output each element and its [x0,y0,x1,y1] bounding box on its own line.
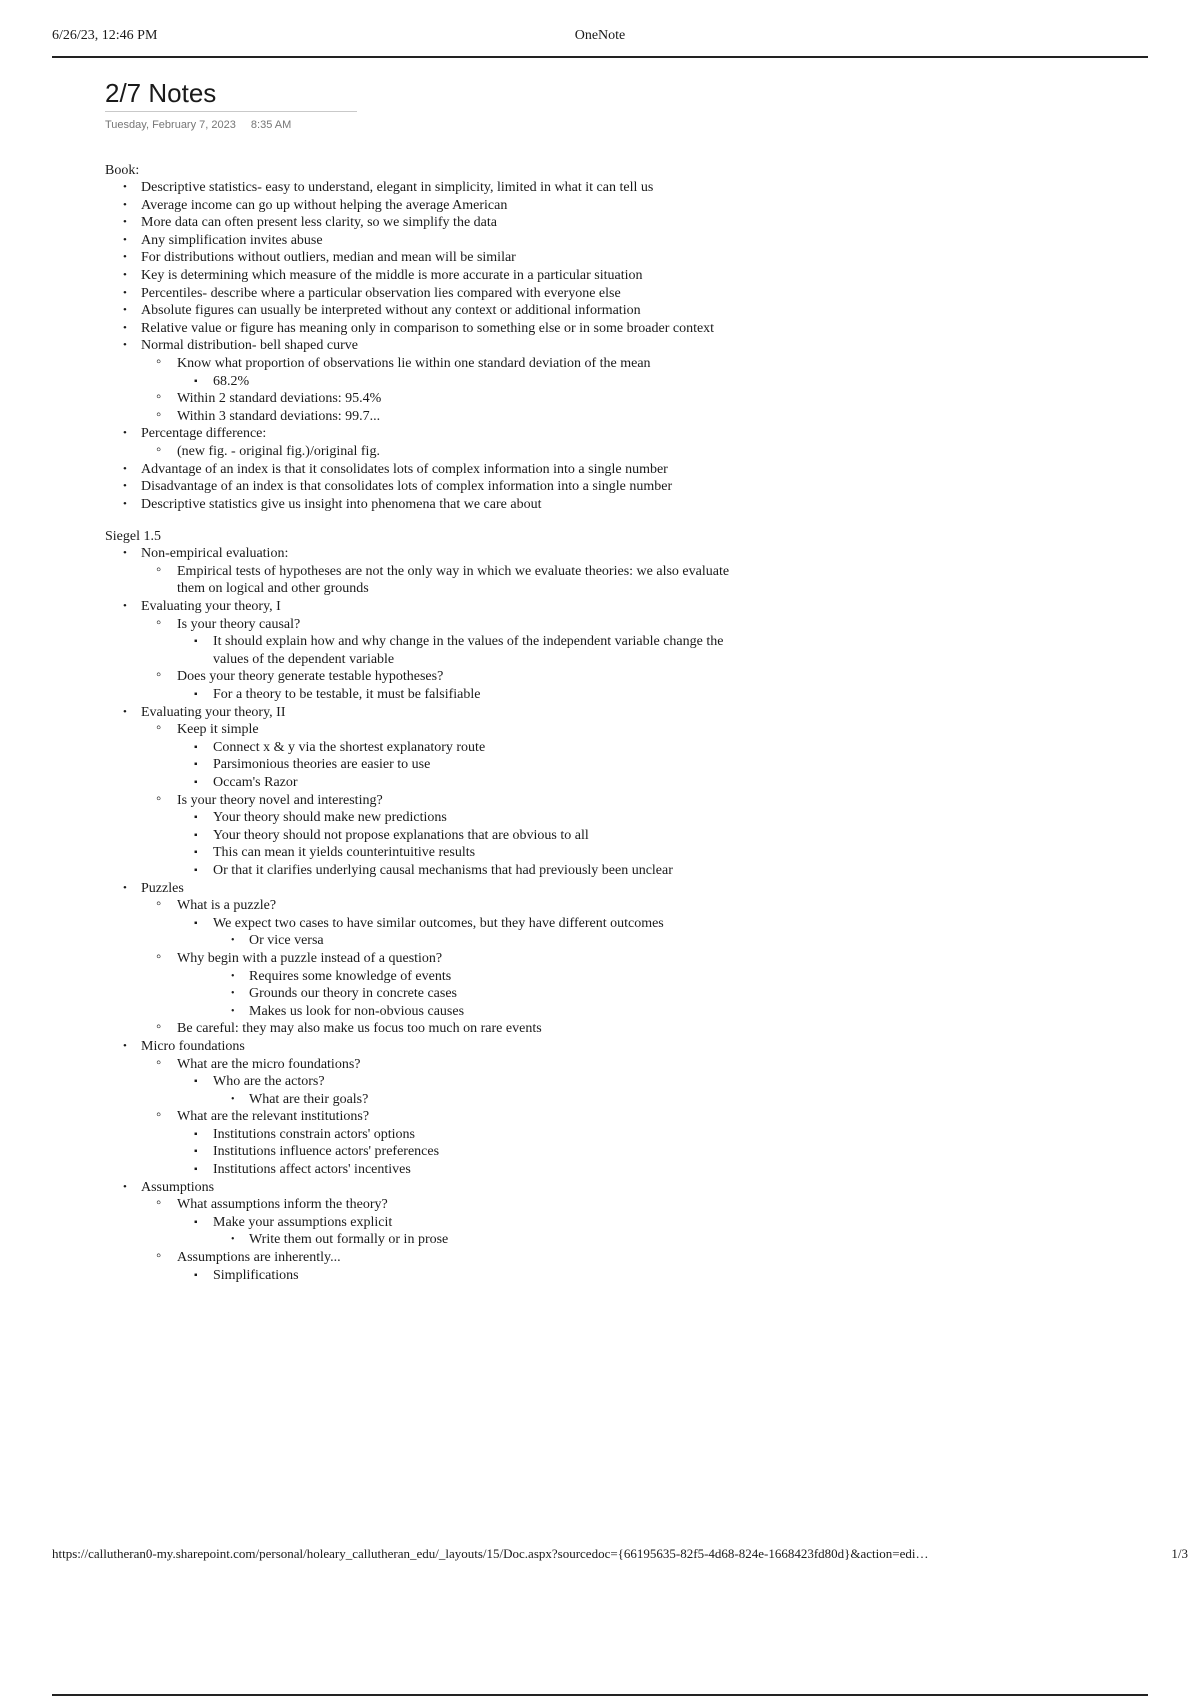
list-item: • Or vice versa [213,932,745,950]
page-number: 1/3 [1171,1546,1188,1561]
list-item: • Disadvantage of an index is that consolidates lots of complex information into a single number [105,478,745,496]
list-item: • For distributions without outliers, median and mean will be similar [105,249,745,267]
page-title: 2/7 Notes [105,78,357,112]
list-item: ▪ Your theory should make new predictions [177,809,745,827]
list-item: • Relative value or figure has meaning only in comparison to something else or in some broader context [105,320,745,338]
list-item: ◦ Be careful: they may also make us focus too much on rare events [141,1020,745,1038]
list-item: ◦ Keep it simple ▪ Connect x & y via the shortest explanatory route ▪ Parsimonious theories are easier to use ▪ Occam's Razor [141,721,745,791]
list-item: ◦ Assumptions are inherently... ▪ Simplifications [141,1249,745,1284]
list-item: ▪ Or that it clarifies underlying causal mechanisms that had previously been unclear [177,862,745,880]
list-item: ▪ 68.2% [177,373,745,391]
list-item: • Normal distribution- bell shaped curve ◦ Know what proportion of observations lie within one standard deviation of the mean ▪ 68.2% ◦ Within 2 standard deviations: 95.4% ◦ Within 3 standard deviations: 99.7... [105,337,745,425]
list-item: • Descriptive statistics give us insight into phenomena that we care about [105,496,745,514]
list-item: • More data can often present less clarity, so we simplify the data [105,214,745,232]
list-item: • Percentiles- describe where a particular observation lies compared with everyone else [105,285,745,303]
list-item: ▪ Parsimonious theories are easier to use [177,756,745,774]
print-header [52,26,1148,58]
section-heading-siegel: Siegel 1.5 [105,529,161,545]
list-item: • Evaluating your theory, II ◦ Keep it simple ▪ Connect x & y via the shortest explanatory route ▪ Parsimonious theories are easier to use ▪ Occam's Razor ◦ Is your theory novel and interesting? ▪ Your theory should make new predictions ▪ Your theory should not propose explanations that are obvious to all ▪ This can mean it yields counterintuitive results ▪ Or that it clarifies underlying causal mechanisms that had previously been unclear [105,704,745,880]
list-item: • Makes us look for non-obvious causes [213,1003,745,1021]
page-url: https://callutheran0-my.sharepoint.com/personal/holeary_callutheran_edu/_layouts/15/Doc.aspx?sourcedoc={66195635-82f5-4d68-824e-1668423fd80d}&action=edi… [52,1546,929,1561]
list-item: ▪ Make your assumptions explicit • Write them out formally or in prose [177,1214,745,1249]
list-item: ◦ (new fig. - original fig.)/original fig. [141,443,745,461]
list-item: ◦ What are the relevant institutions? ▪ Institutions constrain actors' options ▪ Institutions influence actors' preferences ▪ Institutions affect actors' incentives [141,1108,745,1178]
list-item: • Evaluating your theory, I ◦ Is your theory causal? ▪ It should explain how and why change in the values of the independent variable change the values of the dependent variable ◦ Does your theory generate testable hypotheses? ▪ For a theory to be testable, it must be falsifiable [105,598,745,704]
list-item: ◦ Within 2 standard deviations: 95.4% [141,390,745,408]
list-item: ▪ Institutions influence actors' preferences [177,1143,745,1161]
list-item: ◦ Is your theory causal? ▪ It should explain how and why change in the values of the independent variable change the values of the dependent variable [141,616,745,669]
note-date: Tuesday, February 7, 2023 [105,119,236,131]
list-item: ▪ Institutions constrain actors' options [177,1126,745,1144]
list-item: ▪ Institutions affect actors' incentives [177,1161,745,1179]
list-item: ◦ What are the micro foundations? ▪ Who are the actors? • What are their goals? [141,1056,745,1109]
list-item: ◦ Is your theory novel and interesting? ▪ Your theory should make new predictions ▪ Your theory should not propose explanations that are obvious to all ▪ This can mean it yields counterintuitive results ▪ Or that it clarifies underlying causal mechanisms that had previously been unclear [141,792,745,880]
print-app-name: OneNote [574,28,626,43]
list-item: • Write them out formally or in prose [213,1231,745,1249]
list-item: ▪ Who are the actors? • What are their goals? [177,1073,745,1108]
list-item: • What are their goals? [213,1091,745,1109]
list-item: • Grounds our theory in concrete cases [213,985,745,1003]
list-item: ◦ Know what proportion of observations lie within one standard deviation of the mean ▪ 68.2% [141,355,745,390]
list-item: • Descriptive statistics- easy to understand, elegant in simplicity, limited in what it can tell us [105,179,745,197]
list-item: • Advantage of an index is that it consolidates lots of complex information into a single number [105,461,745,479]
list-item: ▪ We expect two cases to have similar outcomes, but they have different outcomes • Or vice versa [177,915,745,950]
list-item: • Non-empirical evaluation: ◦ Empirical tests of hypotheses are not the only way in which we evaluate theories: we also evaluate them on logical and other grounds [105,545,745,598]
list-item: ▪ Simplifications [177,1267,745,1285]
list-item: ◦ Does your theory generate testable hypotheses? ▪ For a theory to be testable, it must be falsifiable [141,668,745,703]
list-item: • Percentage difference: ◦ (new fig. - original fig.)/original fig. [105,425,745,460]
list-item: • Key is determining which measure of the middle is more accurate in a particular situation [105,267,745,285]
note-timestamp [105,119,745,149]
list-item: • Average income can go up without helping the average American [105,197,745,215]
list-item: • Puzzles ◦ What is a puzzle? ▪ We expect two cases to have similar outcomes, but they have different outcomes • Or vice versa ◦ Why begin with a puzzle instead of a question? • Requires some knowledge of events • Grounds our theory in concrete cases • Makes us look for non-obvious causes ◦ Be careful: they may also make us focus too much on rare events [105,880,745,1038]
note-time: 8:35 AM [250,119,292,131]
list-item: • Requires some knowledge of events [213,968,745,986]
list-item: ◦ What is a puzzle? ▪ We expect two cases to have similar outcomes, but they have different outcomes • Or vice versa [141,897,745,950]
note-page [105,78,745,1284]
section-heading-book: Book: [105,163,140,178]
print-datetime: 6/26/23, 12:46 PM [52,28,158,43]
list-item: ◦ Empirical tests of hypotheses are not the only way in which we evaluate theories: we also evaluate them on logical and other grounds [141,563,745,598]
list-item: ▪ This can mean it yields counterintuitive results [177,844,745,862]
list-item: ▪ Your theory should not propose explanations that are obvious to all [177,827,745,845]
list-item: ◦ Within 3 standard deviations: 99.7... [141,408,745,426]
list-item: • Any simplification invites abuse [105,232,745,250]
list-item: ◦ What assumptions inform the theory? ▪ Make your assumptions explicit • Write them out formally or in prose [141,1196,745,1249]
list-item: ▪ For a theory to be testable, it must be falsifiable [177,686,745,704]
list-item: • Micro foundations ◦ What are the micro foundations? ▪ Who are the actors? • What are their goals? ◦ What are the relevant institutions? ▪ Institutions constrain actors' options ▪ Institutions influence actors' preferences ▪ Institutions affect actors' incentives [105,1038,745,1179]
list-item: ▪ Connect x & y via the shortest explanatory route [177,739,745,757]
siegel-notes-list [105,545,745,1284]
book-notes-list [105,179,745,513]
list-item: • Assumptions ◦ What assumptions inform the theory? ▪ Make your assumptions explicit • Write them out formally or in prose ◦ Assumptions are inherently... ▪ Simplifications [105,1179,745,1285]
list-item: ◦ Why begin with a puzzle instead of a question? • Requires some knowledge of events • Grounds our theory in concrete cases • Makes us look for non-obvious causes [141,950,745,1020]
list-item: • Absolute figures can usually be interpreted without any context or additional information [105,302,745,320]
list-item: ▪ Occam's Razor [177,774,745,792]
list-item: ▪ It should explain how and why change in the values of the independent variable change the values of the dependent variable [177,633,745,668]
bottom-divider [52,1694,1148,1696]
